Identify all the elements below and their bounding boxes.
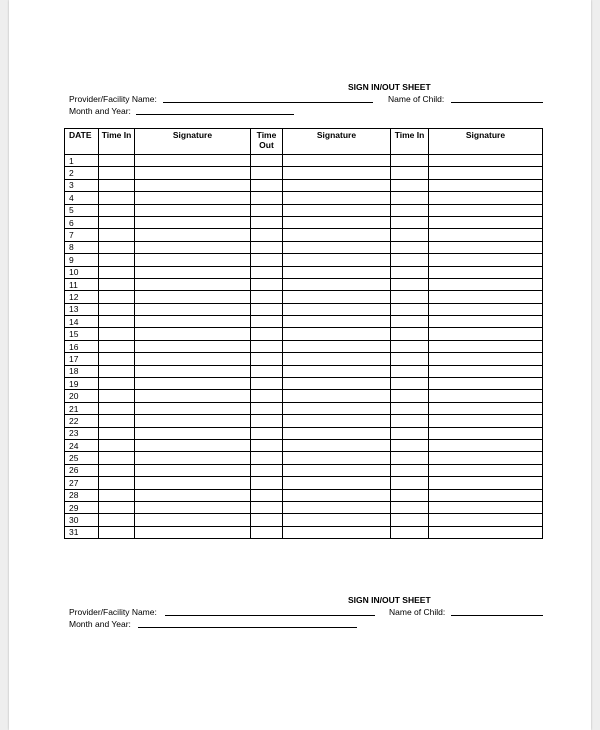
time-in-cell[interactable] — [99, 439, 135, 451]
signature-cell[interactable] — [429, 514, 543, 526]
time-out-cell[interactable] — [251, 204, 283, 216]
time-in-cell[interactable] — [391, 266, 429, 278]
signature-cell[interactable] — [429, 415, 543, 427]
time-in-cell[interactable] — [391, 340, 429, 352]
date-cell: 23 — [65, 427, 99, 439]
month-label: Month and Year: — [69, 106, 131, 116]
time-out-cell[interactable] — [251, 501, 283, 513]
signature-cell[interactable] — [429, 216, 543, 228]
signature-cell[interactable] — [135, 439, 251, 451]
signature-cell[interactable] — [283, 216, 391, 228]
table-row — [65, 365, 543, 377]
date-cell: 1 — [65, 155, 99, 167]
table-row — [65, 402, 543, 414]
date-cell: 26 — [65, 464, 99, 476]
signature-cell[interactable] — [429, 229, 543, 241]
signature-cell[interactable] — [135, 427, 251, 439]
date-cell: 31 — [65, 526, 99, 538]
table-row — [65, 526, 543, 538]
time-in-cell[interactable] — [391, 378, 429, 390]
time-in-cell[interactable] — [391, 390, 429, 402]
time-out-cell[interactable] — [251, 415, 283, 427]
date-cell: 30 — [65, 514, 99, 526]
time-in-cell[interactable] — [99, 365, 135, 377]
child-field-line[interactable] — [451, 102, 543, 103]
signature-cell[interactable] — [135, 192, 251, 204]
provider-field-line[interactable] — [163, 102, 373, 103]
time-out-cell[interactable] — [251, 291, 283, 303]
table-row — [65, 415, 543, 427]
signature-cell[interactable] — [283, 427, 391, 439]
time-in-cell[interactable] — [99, 303, 135, 315]
signature-cell[interactable] — [283, 291, 391, 303]
signature-cell[interactable] — [135, 477, 251, 489]
table-row — [65, 489, 543, 501]
time-out-cell[interactable] — [251, 526, 283, 538]
signature-cell[interactable] — [429, 167, 543, 179]
signature-cell[interactable] — [429, 439, 543, 451]
time-in-cell[interactable] — [99, 340, 135, 352]
signature-cell[interactable] — [283, 402, 391, 414]
signature-cell[interactable] — [283, 353, 391, 365]
signature-cell[interactable] — [135, 501, 251, 513]
time-in-cell[interactable] — [391, 464, 429, 476]
month-field-line[interactable] — [136, 114, 294, 115]
signature-cell[interactable] — [135, 316, 251, 328]
signature-cell[interactable] — [283, 464, 391, 476]
signature-cell[interactable] — [429, 464, 543, 476]
header-signature: Signature — [135, 129, 251, 155]
date-cell: 8 — [65, 241, 99, 253]
time-out-cell[interactable] — [251, 427, 283, 439]
date-cell: 5 — [65, 204, 99, 216]
time-out-cell[interactable] — [251, 353, 283, 365]
time-out-cell[interactable] — [251, 229, 283, 241]
header-time-out: Time Out — [251, 129, 283, 155]
date-cell: 24 — [65, 439, 99, 451]
time-out-cell[interactable] — [251, 241, 283, 253]
table-header-row — [65, 129, 543, 155]
time-in-cell[interactable] — [99, 204, 135, 216]
sheet-title: SIGN IN/OUT SHEET — [348, 82, 431, 92]
time-in-cell[interactable] — [99, 427, 135, 439]
month-label-2: Month and Year: — [69, 619, 131, 629]
time-in-cell[interactable] — [391, 415, 429, 427]
signature-cell[interactable] — [135, 365, 251, 377]
signature-cell[interactable] — [135, 378, 251, 390]
time-out-cell[interactable] — [251, 452, 283, 464]
table-row — [65, 229, 543, 241]
table-row — [65, 353, 543, 365]
time-in-cell[interactable] — [391, 291, 429, 303]
time-in-cell[interactable] — [391, 501, 429, 513]
signature-cell[interactable] — [135, 328, 251, 340]
signature-cell[interactable] — [283, 340, 391, 352]
header-signature: Signature — [429, 129, 543, 155]
signature-cell[interactable] — [429, 402, 543, 414]
date-cell: 7 — [65, 229, 99, 241]
table-row — [65, 378, 543, 390]
signature-cell[interactable] — [429, 340, 543, 352]
signature-cell[interactable] — [283, 278, 391, 290]
time-in-cell[interactable] — [391, 439, 429, 451]
signature-cell[interactable] — [135, 452, 251, 464]
time-in-cell[interactable] — [391, 241, 429, 253]
date-cell: 14 — [65, 316, 99, 328]
signature-cell[interactable] — [135, 489, 251, 501]
table-row — [65, 501, 543, 513]
date-cell: 2 — [65, 167, 99, 179]
time-out-cell[interactable] — [251, 216, 283, 228]
signature-cell[interactable] — [429, 192, 543, 204]
signature-cell[interactable] — [429, 241, 543, 253]
child-field-line-2[interactable] — [451, 615, 543, 616]
table-row — [65, 266, 543, 278]
signature-cell[interactable] — [135, 514, 251, 526]
signature-cell[interactable] — [429, 155, 543, 167]
signature-cell[interactable] — [429, 179, 543, 191]
time-in-cell[interactable] — [99, 241, 135, 253]
time-in-cell[interactable] — [391, 402, 429, 414]
signature-cell[interactable] — [135, 216, 251, 228]
signature-cell[interactable] — [283, 192, 391, 204]
table-row — [65, 155, 543, 167]
time-out-cell[interactable] — [251, 179, 283, 191]
table-row — [65, 241, 543, 253]
time-out-cell[interactable] — [251, 439, 283, 451]
signature-cell[interactable] — [135, 353, 251, 365]
signature-cell[interactable] — [283, 415, 391, 427]
time-in-cell[interactable] — [391, 452, 429, 464]
date-cell: 27 — [65, 477, 99, 489]
time-out-cell[interactable] — [251, 266, 283, 278]
signature-cell[interactable] — [283, 489, 391, 501]
table-row — [65, 427, 543, 439]
signature-cell[interactable] — [135, 167, 251, 179]
time-in-cell[interactable] — [391, 155, 429, 167]
time-in-cell[interactable] — [391, 514, 429, 526]
signature-cell[interactable] — [429, 291, 543, 303]
signature-cell[interactable] — [429, 353, 543, 365]
signature-cell[interactable] — [283, 229, 391, 241]
time-in-cell[interactable] — [391, 353, 429, 365]
time-in-cell[interactable] — [391, 216, 429, 228]
header-time-in: Time In — [99, 129, 135, 155]
time-in-cell[interactable] — [99, 328, 135, 340]
sheet-title-2: SIGN IN/OUT SHEET — [348, 595, 431, 605]
time-in-cell[interactable] — [99, 489, 135, 501]
signature-cell[interactable] — [135, 155, 251, 167]
signature-cell[interactable] — [135, 266, 251, 278]
date-cell: 12 — [65, 291, 99, 303]
signature-cell[interactable] — [283, 167, 391, 179]
time-in-cell[interactable] — [391, 229, 429, 241]
time-in-cell[interactable] — [391, 167, 429, 179]
table-row — [65, 254, 543, 266]
table-row — [65, 278, 543, 290]
time-in-cell[interactable] — [99, 179, 135, 191]
date-cell: 11 — [65, 278, 99, 290]
time-in-cell[interactable] — [99, 501, 135, 513]
signature-cell[interactable] — [283, 316, 391, 328]
date-cell: 20 — [65, 390, 99, 402]
signature-cell[interactable] — [429, 328, 543, 340]
time-out-cell[interactable] — [251, 340, 283, 352]
month-field-line-2[interactable] — [138, 627, 357, 628]
time-in-cell[interactable] — [99, 477, 135, 489]
date-cell: 4 — [65, 192, 99, 204]
signature-cell[interactable] — [283, 254, 391, 266]
signature-cell[interactable] — [283, 526, 391, 538]
table-row — [65, 316, 543, 328]
header-signature: Signature — [283, 129, 391, 155]
signature-cell[interactable] — [135, 303, 251, 315]
signature-cell[interactable] — [135, 415, 251, 427]
table-row — [65, 477, 543, 489]
document-page — [9, 0, 591, 730]
table-row — [65, 390, 543, 402]
time-in-cell[interactable] — [99, 167, 135, 179]
signature-cell[interactable] — [135, 254, 251, 266]
signature-cell[interactable] — [429, 477, 543, 489]
signature-cell[interactable] — [135, 241, 251, 253]
time-in-cell[interactable] — [391, 303, 429, 315]
date-cell: 21 — [65, 402, 99, 414]
time-out-cell[interactable] — [251, 390, 283, 402]
signature-cell[interactable] — [283, 328, 391, 340]
signature-cell[interactable] — [283, 155, 391, 167]
date-cell: 9 — [65, 254, 99, 266]
time-in-cell[interactable] — [99, 452, 135, 464]
time-out-cell[interactable] — [251, 464, 283, 476]
table-row — [65, 328, 543, 340]
time-in-cell[interactable] — [391, 489, 429, 501]
provider-label-2: Provider/Facility Name: — [69, 607, 157, 617]
time-out-cell[interactable] — [251, 254, 283, 266]
signature-cell[interactable] — [429, 526, 543, 538]
signature-cell[interactable] — [135, 340, 251, 352]
time-in-cell[interactable] — [99, 514, 135, 526]
signature-cell[interactable] — [135, 291, 251, 303]
date-cell: 22 — [65, 415, 99, 427]
signature-cell[interactable] — [283, 303, 391, 315]
signature-cell[interactable] — [429, 501, 543, 513]
table-row — [65, 452, 543, 464]
signature-cell[interactable] — [429, 427, 543, 439]
time-in-cell[interactable] — [391, 365, 429, 377]
signature-cell[interactable] — [283, 501, 391, 513]
signature-cell[interactable] — [429, 390, 543, 402]
time-in-cell[interactable] — [99, 402, 135, 414]
signature-cell[interactable] — [135, 464, 251, 476]
signature-cell[interactable] — [283, 266, 391, 278]
signature-cell[interactable] — [135, 229, 251, 241]
signature-cell[interactable] — [429, 316, 543, 328]
table-row — [65, 340, 543, 352]
header-time-in: Time In — [391, 129, 429, 155]
signature-cell[interactable] — [429, 266, 543, 278]
signature-cell[interactable] — [283, 365, 391, 377]
time-in-cell[interactable] — [99, 266, 135, 278]
date-cell: 16 — [65, 340, 99, 352]
table-row — [65, 303, 543, 315]
signature-cell[interactable] — [429, 489, 543, 501]
signature-cell[interactable] — [429, 303, 543, 315]
time-out-cell[interactable] — [251, 328, 283, 340]
signature-cell[interactable] — [283, 179, 391, 191]
signature-cell[interactable] — [135, 179, 251, 191]
time-in-cell[interactable] — [99, 415, 135, 427]
signature-cell[interactable] — [135, 402, 251, 414]
signature-cell[interactable] — [135, 390, 251, 402]
date-cell: 15 — [65, 328, 99, 340]
time-in-cell[interactable] — [99, 216, 135, 228]
signature-cell[interactable] — [429, 204, 543, 216]
time-in-cell[interactable] — [99, 390, 135, 402]
time-in-cell[interactable] — [391, 427, 429, 439]
signature-cell[interactable] — [283, 452, 391, 464]
time-out-cell[interactable] — [251, 303, 283, 315]
time-in-cell[interactable] — [99, 378, 135, 390]
sign-in-out-table — [64, 128, 543, 539]
time-out-cell[interactable] — [251, 155, 283, 167]
table-row — [65, 216, 543, 228]
time-in-cell[interactable] — [99, 192, 135, 204]
provider-label: Provider/Facility Name: — [69, 94, 157, 104]
child-label-2: Name of Child: — [389, 607, 446, 617]
date-cell: 3 — [65, 179, 99, 191]
time-in-cell[interactable] — [391, 328, 429, 340]
time-in-cell[interactable] — [391, 278, 429, 290]
date-cell: 19 — [65, 378, 99, 390]
time-in-cell[interactable] — [99, 254, 135, 266]
table-row — [65, 204, 543, 216]
signature-cell[interactable] — [283, 378, 391, 390]
signature-cell[interactable] — [429, 365, 543, 377]
time-out-cell[interactable] — [251, 167, 283, 179]
time-out-cell[interactable] — [251, 477, 283, 489]
signature-cell[interactable] — [429, 452, 543, 464]
date-cell: 17 — [65, 353, 99, 365]
time-in-cell[interactable] — [391, 204, 429, 216]
date-cell: 13 — [65, 303, 99, 315]
time-in-cell[interactable] — [391, 477, 429, 489]
table-row — [65, 439, 543, 451]
time-out-cell[interactable] — [251, 402, 283, 414]
table-row — [65, 192, 543, 204]
time-in-cell[interactable] — [99, 353, 135, 365]
time-out-cell[interactable] — [251, 316, 283, 328]
signature-cell[interactable] — [283, 439, 391, 451]
time-in-cell[interactable] — [391, 316, 429, 328]
table-row — [65, 167, 543, 179]
table-row — [65, 291, 543, 303]
time-out-cell[interactable] — [251, 514, 283, 526]
time-out-cell[interactable] — [251, 278, 283, 290]
time-out-cell[interactable] — [251, 378, 283, 390]
time-in-cell[interactable] — [391, 179, 429, 191]
table-row — [65, 464, 543, 476]
signature-cell[interactable] — [283, 241, 391, 253]
date-cell: 29 — [65, 501, 99, 513]
date-cell: 10 — [65, 266, 99, 278]
date-cell: 28 — [65, 489, 99, 501]
time-in-cell[interactable] — [99, 155, 135, 167]
time-out-cell[interactable] — [251, 365, 283, 377]
signature-cell[interactable] — [429, 278, 543, 290]
signature-cell[interactable] — [283, 204, 391, 216]
signature-cell[interactable] — [283, 514, 391, 526]
date-cell: 25 — [65, 452, 99, 464]
time-out-cell[interactable] — [251, 192, 283, 204]
time-out-cell[interactable] — [251, 489, 283, 501]
signature-cell[interactable] — [135, 204, 251, 216]
signature-cell[interactable] — [135, 526, 251, 538]
time-in-cell[interactable] — [391, 254, 429, 266]
time-in-cell[interactable] — [391, 526, 429, 538]
child-label: Name of Child: — [388, 94, 445, 104]
time-in-cell[interactable] — [99, 526, 135, 538]
signature-cell[interactable] — [135, 278, 251, 290]
header-date: DATE — [65, 129, 99, 155]
table-row — [65, 179, 543, 191]
date-cell: 18 — [65, 365, 99, 377]
signature-cell[interactable] — [429, 378, 543, 390]
signature-cell[interactable] — [283, 390, 391, 402]
time-in-cell[interactable] — [99, 464, 135, 476]
signature-cell[interactable] — [429, 254, 543, 266]
date-cell: 6 — [65, 216, 99, 228]
time-in-cell[interactable] — [99, 278, 135, 290]
time-in-cell[interactable] — [391, 192, 429, 204]
table-row — [65, 514, 543, 526]
time-in-cell[interactable] — [99, 229, 135, 241]
provider-field-line-2[interactable] — [165, 615, 375, 616]
time-in-cell[interactable] — [99, 316, 135, 328]
time-in-cell[interactable] — [99, 291, 135, 303]
signature-cell[interactable] — [283, 477, 391, 489]
